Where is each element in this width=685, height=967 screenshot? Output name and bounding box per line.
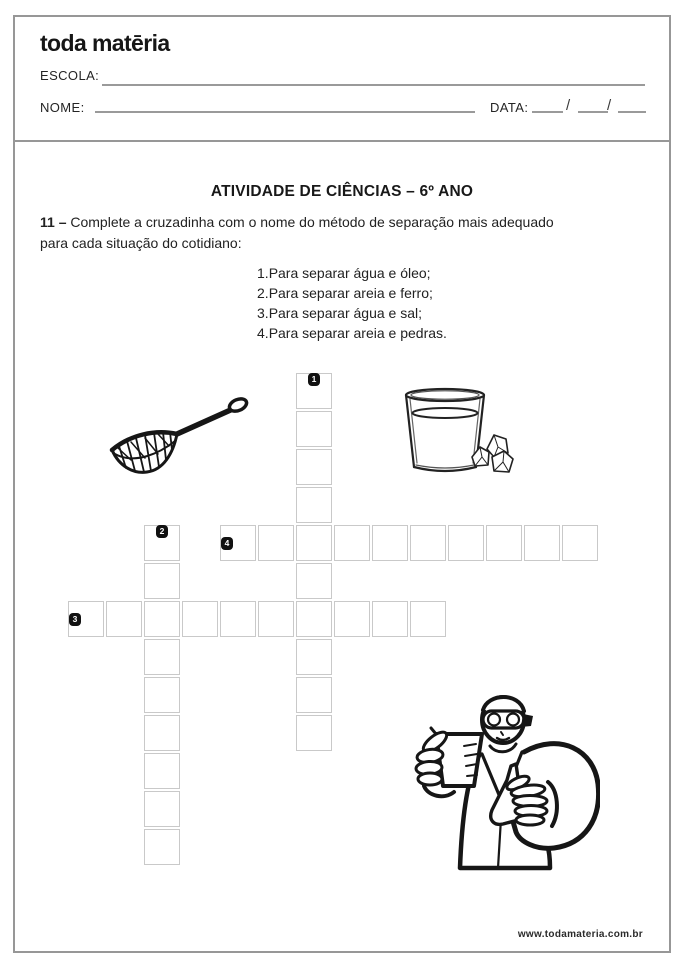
question-line-1: 11 – Complete a cruzadinha com o nome do método de separação mais adequado (40, 214, 554, 230)
date-month-line[interactable] (578, 111, 608, 113)
clue-item-4: 4.Para separar areia e pedras. (257, 325, 447, 341)
crossword-clue-number-badge: 2 (156, 525, 168, 538)
crossword-cell[interactable] (334, 601, 370, 637)
crossword-cell[interactable] (410, 525, 446, 561)
crossword-cell[interactable] (410, 601, 446, 637)
crossword-clue-number-badge: 3 (69, 613, 81, 626)
crossword-cell[interactable] (144, 791, 180, 827)
school-input-line[interactable] (102, 84, 645, 86)
crossword-cell[interactable] (144, 677, 180, 713)
crossword-cell[interactable] (448, 525, 484, 561)
date-year-line[interactable] (618, 111, 646, 113)
crossword-cell[interactable] (296, 411, 332, 447)
crossword-cell[interactable] (296, 715, 332, 751)
name-input-line[interactable] (95, 111, 475, 113)
clue-item-1: 1.Para separar água e óleo; (257, 265, 431, 281)
crossword-clue-number-badge: 1 (308, 373, 320, 386)
crossword-cell[interactable] (144, 601, 180, 637)
sieve-strainer-illustration (85, 388, 255, 480)
date-day-line[interactable] (532, 111, 563, 113)
scientist-with-beaker-illustration (408, 690, 600, 872)
clue-item-3: 3.Para separar água e sal; (257, 305, 423, 321)
date-label: DATA: (490, 100, 529, 115)
question-line-2: para cada situação do cotidiano: (40, 235, 242, 251)
crossword-clue-number-badge: 4 (221, 537, 233, 550)
brand-logo: toda matēria (40, 30, 170, 56)
crossword-cell[interactable] (258, 525, 294, 561)
clue-item-2: 2.Para separar areia e ferro; (257, 285, 433, 301)
website-url: www.todamateria.com.br (517, 929, 643, 940)
question-text (40, 212, 652, 254)
crossword-cell[interactable] (296, 525, 332, 561)
crossword-cell[interactable] (296, 563, 332, 599)
crossword-cell[interactable] (296, 639, 332, 675)
crossword-cell[interactable] (562, 525, 598, 561)
crossword-cell[interactable] (296, 487, 332, 523)
crossword-cell[interactable] (182, 601, 218, 637)
crossword-cell[interactable] (296, 449, 332, 485)
date-slash-2: / (607, 97, 612, 114)
name-label: NOME: (40, 100, 85, 115)
date-slash-1: / (566, 97, 571, 114)
crossword-cell[interactable] (220, 601, 256, 637)
crossword-cell[interactable] (334, 525, 370, 561)
header-divider (13, 140, 671, 142)
crossword-cell[interactable] (258, 601, 294, 637)
crossword-cell[interactable] (144, 715, 180, 751)
school-label: ESCOLA: (40, 68, 100, 83)
question-number: 11 – (40, 214, 67, 230)
crossword-cell[interactable] (144, 829, 180, 865)
crossword-cell[interactable] (106, 601, 142, 637)
crossword-cell[interactable] (524, 525, 560, 561)
crossword-cell[interactable] (144, 563, 180, 599)
crossword-cell[interactable] (372, 601, 408, 637)
crossword-cell[interactable] (144, 639, 180, 675)
crossword-cell[interactable] (296, 601, 332, 637)
glass-of-water-with-salt-crystals-illustration (390, 387, 518, 482)
crossword-cell[interactable] (144, 753, 180, 789)
crossword-cell[interactable] (372, 525, 408, 561)
activity-title: ATIVIDADE DE CIÊNCIAS – 6º ANO (210, 183, 474, 200)
crossword-cell[interactable] (296, 677, 332, 713)
crossword-cell[interactable] (486, 525, 522, 561)
clue-list (257, 263, 447, 343)
